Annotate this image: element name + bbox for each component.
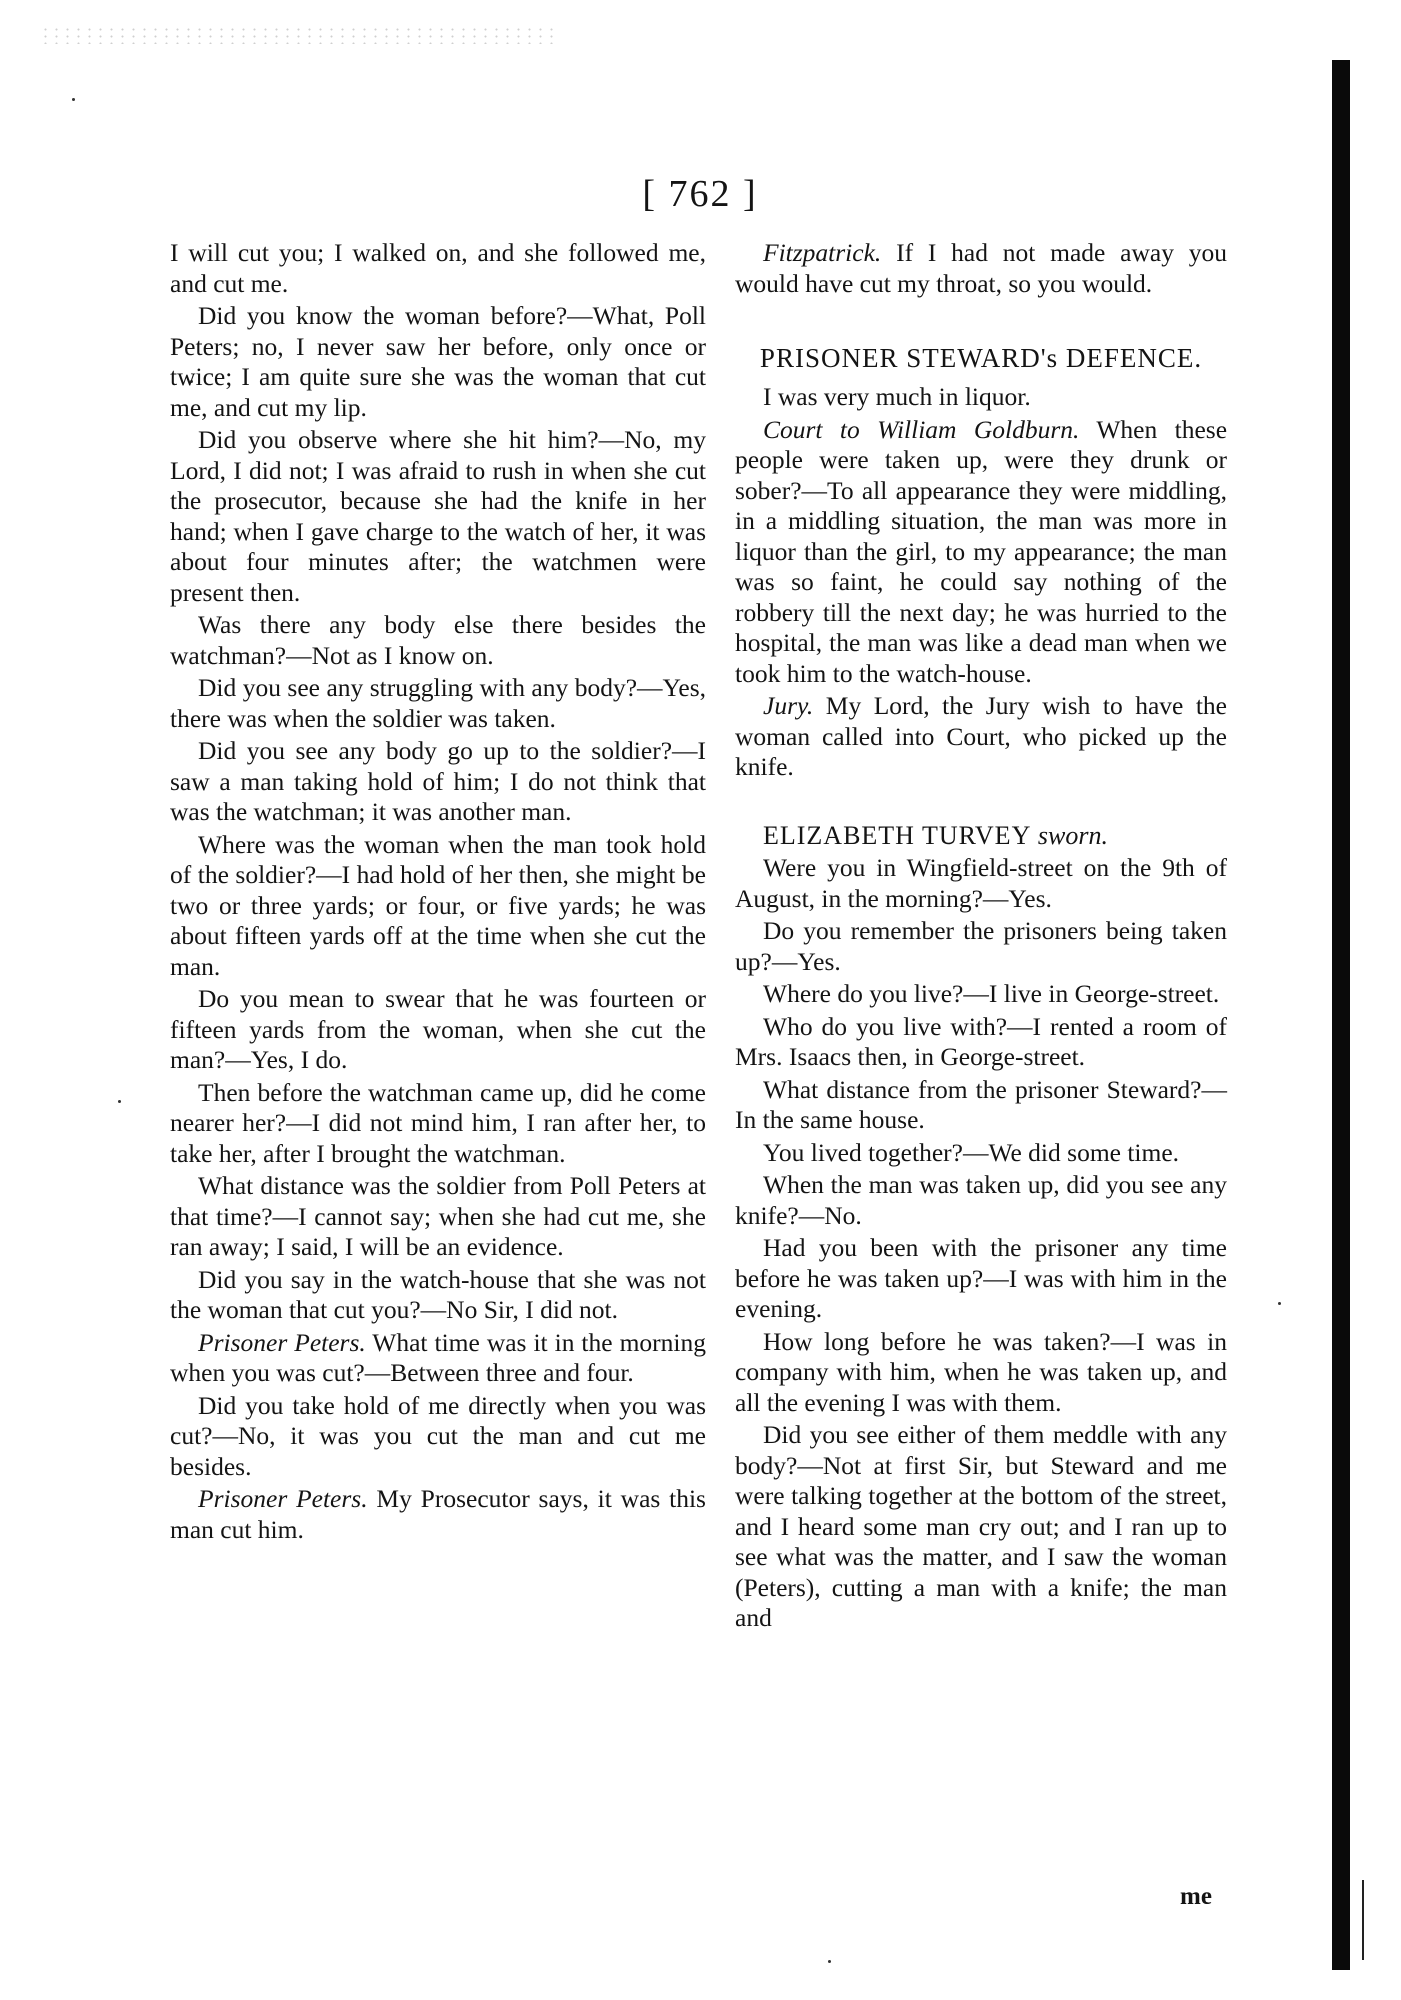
- testimony-paragraph: [170, 1265, 706, 1326]
- paragraph-text: When the man was taken up, did you see any knife?—No.: [735, 1170, 1227, 1230]
- paragraph-text: My Prosecutor says, it was this man cut him.: [170, 1484, 706, 1544]
- testimony-paragraph: [170, 1391, 706, 1483]
- speaker-label: Jury.: [763, 691, 814, 720]
- speaker-paragraph: [735, 415, 1227, 690]
- paragraph-text: Do you remember the prisoners being taken up?—Yes.: [735, 916, 1227, 976]
- paragraph-text: Did you see any struggling with any body?—Yes, there was when the soldier was taken.: [170, 673, 706, 733]
- testimony-paragraph: [735, 1075, 1227, 1136]
- paragraph-text: Did you know the woman before?—What, Poll Peters; no, I never saw her before, only once or twice; I am quite sure she was the woman that cut me, and cut my lip.: [170, 301, 706, 422]
- paragraph-text: Then before the watchman came up, did he come nearer her?—I did not mind him, I ran after her, to take her, after I brought the watchman.: [170, 1077, 706, 1168]
- sworn-label: sworn.: [1037, 820, 1108, 850]
- scan-noise: [40, 26, 560, 44]
- section-heading: PRISONER STEWARD's DEFENCE.: [759, 343, 1203, 373]
- paragraph-text: Who do you live with?—I rented a room of Mrs. Isaacs then, in George-street.: [735, 1011, 1227, 1071]
- paragraph-text: Did you observe where she hit him?—No, my Lord, I did not; I was afraid to rush in when she cut the prosecutor, because she had the knife in her hand; when I gave charge to the watch of her, it was about four minutes after; the watchmen were present then.: [170, 425, 706, 607]
- testimony-paragraph: [170, 301, 706, 423]
- testimony-paragraph: [735, 1233, 1227, 1325]
- testimony-paragraph: [735, 1138, 1227, 1169]
- paragraph-text: When these people were taken up, were they drunk or sober?—To all appearance they were middling, in a middling situation, the man was more in liquor than the girl, to my appearance; the man was so faint, he could say nothing of the robbery till the next day; he was hurried to the hospital, the man was like a dead man when we took him to the watch-house.: [735, 414, 1228, 688]
- paragraph-text: How long before he was taken?—I was in company with him, when he was taken up, and all the evening I was with them.: [735, 1326, 1227, 1417]
- paragraph-text: I will cut you; I walked on, and she followed me, and cut me.: [170, 238, 706, 298]
- testimony-paragraph: [170, 984, 706, 1076]
- testimony-paragraph: [735, 1327, 1227, 1419]
- speaker-paragraph: [170, 1484, 706, 1545]
- testimony-paragraph: [170, 610, 706, 671]
- paragraph-text: Did you see any body go up to the soldier?—I saw a man taking hold of him; I do not think that was the watchman; it was another man.: [170, 736, 706, 826]
- paragraph-text: Had you been with the prisoner any time before he was taken up?—I was with him in the evening.: [735, 1233, 1227, 1323]
- testimony-paragraph: [170, 673, 706, 734]
- paragraph-text: Where do you live?—I live in George-street.: [763, 979, 1220, 1008]
- paragraph-text: You lived together?—We did some time.: [763, 1137, 1180, 1167]
- paragraph-text: Do you mean to swear that he was fourteen or fifteen yards from the woman, when she cut the man?—Yes, I do.: [170, 984, 706, 1074]
- testimony-paragraph: [170, 1078, 706, 1170]
- scan-speck: [118, 1100, 121, 1103]
- binding-edge: [1332, 60, 1350, 1970]
- testimony-paragraph: [170, 425, 706, 608]
- speaker-paragraph: [170, 1328, 706, 1389]
- witness-name: ELIZABETH TURVEY: [763, 820, 1031, 850]
- left-column: [170, 238, 706, 1547]
- testimony-paragraph: [735, 916, 1227, 977]
- paragraph-text: What time was it in the morning when you was cut?—Between three and four.: [170, 1327, 706, 1387]
- catchword: me: [1180, 1883, 1212, 1910]
- testimony-paragraph: [735, 382, 1227, 413]
- speaker-paragraph: [735, 691, 1227, 783]
- speaker-paragraph: [735, 238, 1227, 299]
- paragraph-text: What distance was the soldier from Poll Peters at that time?—I cannot say; when she had cut me, she ran away; I said, I will be an evidence.: [170, 1171, 706, 1261]
- testimony-paragraph: [735, 1170, 1227, 1231]
- speaker-label: Prisoner Peters.: [198, 1327, 366, 1357]
- speaker-label: Prisoner Peters.: [198, 1484, 368, 1513]
- paragraph-text: Did you take hold of me directly when you was cut?—No, it was you cut the man and cut me besides.: [170, 1390, 706, 1481]
- page-number: [ 762 ]: [642, 173, 758, 215]
- paragraph-text: I was very much in liquor.: [763, 382, 1031, 411]
- paragraph-text: Were you in Wingfield-street on the 9th of August, in the morning?—Yes.: [735, 853, 1227, 913]
- scan-speck: [828, 1960, 831, 1963]
- testimony-paragraph: [170, 736, 706, 828]
- testimony-paragraph: [735, 1012, 1227, 1073]
- testimony-paragraph: [735, 979, 1227, 1010]
- paragraph-text: Did you see either of them meddle with any body?—Not at first Sir, but Steward and me were talking together at the bottom of the street, and I heard some man cry out; and I ran up to see what was the matter, and I saw the woman (Peters), cutting a man with a knife; the man and: [735, 1420, 1227, 1632]
- testimony-paragraph: [170, 1171, 706, 1263]
- scan-speck: [1278, 1302, 1281, 1305]
- paragraph-text: If I had not made away you would have cut my throat, so you would.: [735, 238, 1227, 298]
- paragraph-text: What distance from the prisoner Steward?—In the same house.: [735, 1074, 1227, 1134]
- testimony-paragraph: [170, 830, 706, 983]
- paragraph-text: Did you say in the watch-house that she was not the woman that cut you?—No Sir, I did not.: [170, 1264, 706, 1324]
- speaker-label: Fitzpatrick.: [763, 238, 882, 267]
- paragraph-text: My Lord, the Jury wish to have the woman called into Court, who picked up the knife.: [735, 691, 1227, 781]
- testimony-paragraph: [735, 853, 1227, 914]
- paragraph-text: Where was the woman when the man took hold of the soldier?—I had hold of her then, she might be two or three yards; or four, or five yards; he was about fifteen yards off at the time when she cut the man.: [170, 829, 706, 981]
- testimony-paragraph: [170, 238, 706, 299]
- speaker-label: Court to William Goldburn.: [763, 414, 1080, 444]
- paragraph-text: Was there any body else there besides the watchman?—Not as I know on.: [170, 610, 706, 670]
- testimony-paragraph: [735, 1420, 1227, 1634]
- witness-heading: [763, 821, 1227, 852]
- binding-edge-mark: [1362, 1880, 1364, 1960]
- right-column: [735, 238, 1227, 1636]
- scan-speck: [72, 98, 75, 101]
